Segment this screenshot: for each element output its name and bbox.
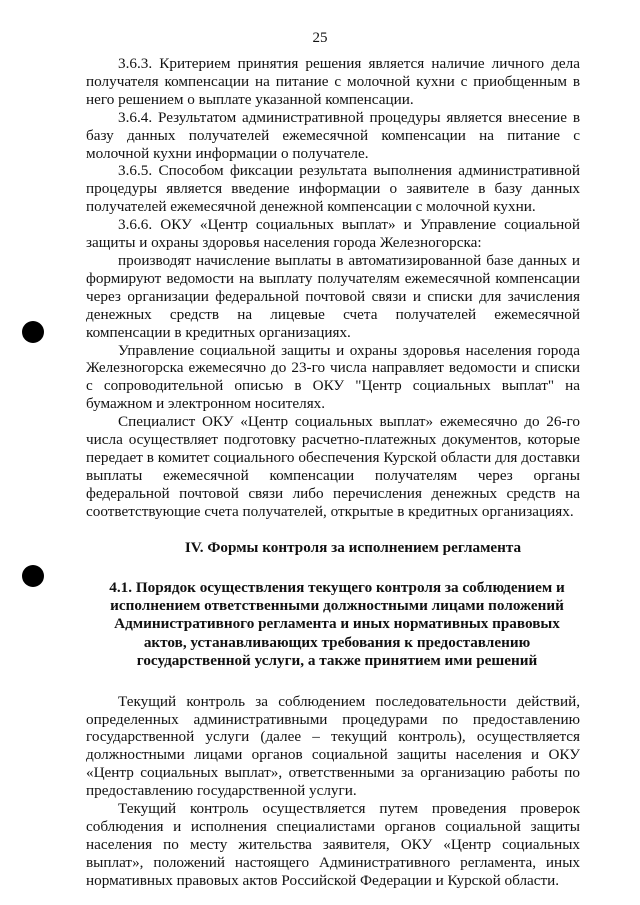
paragraph-3-6-6: 3.6.6. ОКУ «Центр социальных выплат» и Управление социальной защиты и охраны здоровья населения города Железногорска: (86, 216, 580, 252)
paragraph-control-checks: Текущий контроль осуществляется путем проведения проверок соблюдения и исполнения специалистами органов социальной защиты населения по месту жительства заявителя, ОКУ «Центр социальных выплат», положений настоящего Административного регламента, иных нормативных правовых актов Российской Федерации и Курской области. (86, 800, 580, 889)
paragraph-3-6-4: 3.6.4. Результатом административной процедуры является внесение в базу данных получателей ежемесячной компенсации на питание с молочной кухни информации о получателе. (86, 108, 580, 162)
paragraph-department: Управление социальной защиты и охраны здоровья населения города Железногорска ежемесячно до 23-го числа направляет ведомости и списки с сопроводительной описью в ОКУ "Центр социальных выплат" на бумажном и электронном носителях. (86, 341, 580, 413)
punch-hole-mark (22, 565, 44, 587)
paragraph-accrual: производят начисление выплаты в автоматизированной базе данных и формируют ведомости на выплату получателям ежемесячной компенсации через организации федеральной почтовой связи и списки для зачисления денежных средств на лицевые счета получателей ежемесячной компенсации в кредитных организациях. (86, 251, 580, 341)
paragraph-current-control: Текущий контроль за соблюдением последовательности действий, определенных административными процедурами по предоставлению государственной услуги (далее – текущий контроль), осуществляется должностными лицами органов социальной защиты населения и ОКУ «Центр социальных выплат», ответственными за организацию работы по предоставлению государственной услуги. (86, 692, 580, 800)
paragraph-specialist: Специалист ОКУ «Центр социальных выплат» ежемесячно до 26-го числа осуществляет подготовку расчетно-платежных документов, которые передает в комитет социального обеспечения Курской области для доставки выплаты ежемесячной компенсации получателям через органы федеральной почтовой связи либо перечисления денежных средств на соответствующие счета получателей, открытые в кредитных организациях. (86, 413, 580, 520)
punch-hole-mark (22, 321, 44, 343)
paragraph-3-6-5: 3.6.5. Способом фиксации результата выполнения административной процедуры является введение информации о заявителе в базу данных получателей ежемесячной денежной компенсации с молочной кухни. (86, 162, 580, 216)
section-heading: IV. Формы контроля за исполнением регламента (184, 538, 522, 556)
page-number: 25 (312, 30, 328, 46)
paragraph-3-6-3: 3.6.3. Критерием принятия решения является наличие личного дела получателя компенсации на питание с молочной кухни с приобщенным в него решением о выплате указанной компенсации. (86, 55, 580, 108)
sub-heading: 4.1. Порядок осуществления текущего контроля за соблюдением и исполнением ответственными должностными лицами положений Административного регламента и иных нормативных правовых актов, устанавливающих требования к предоставлению государственной услуги, а также принятием ими решений (109, 578, 565, 670)
document-body (86, 55, 580, 890)
